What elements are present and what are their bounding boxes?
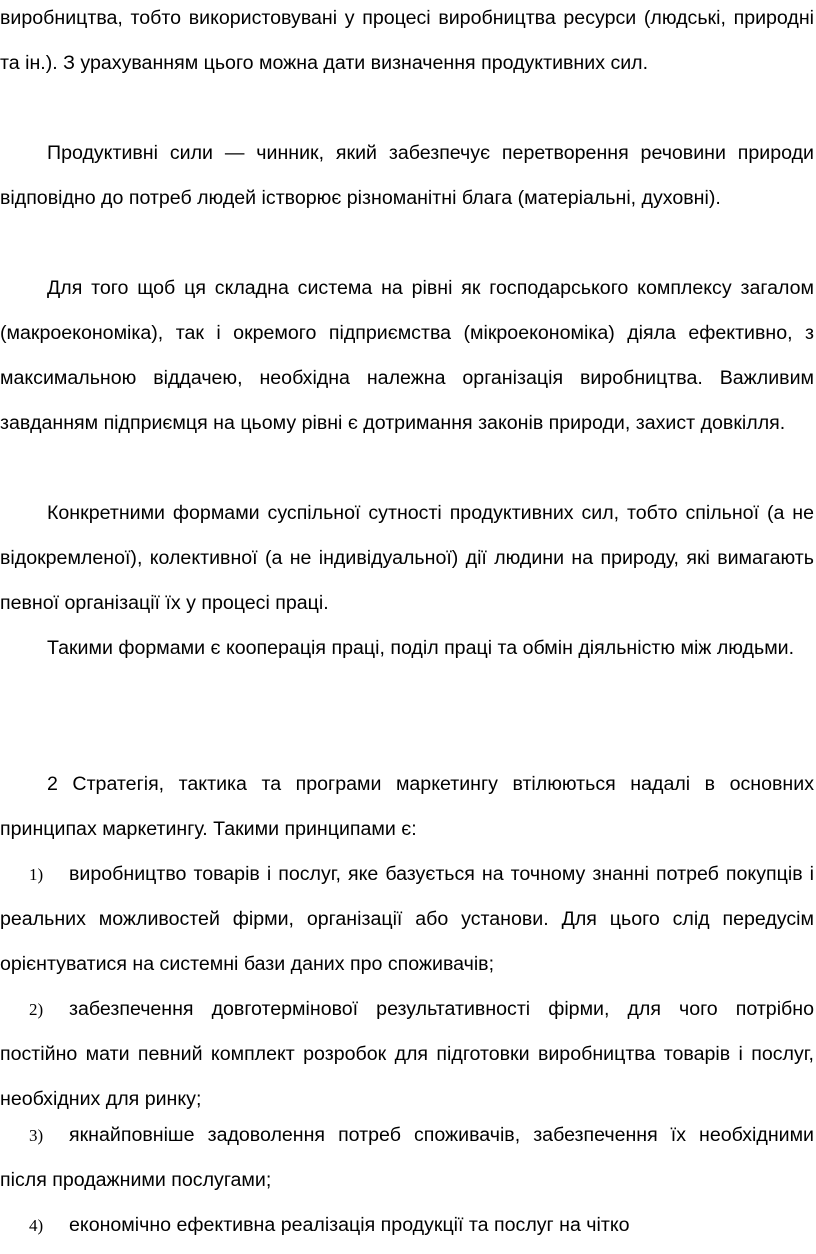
paragraph-marketing-principles-intro: 2 Стратегія, тактика та програми маркетингу втілюються надалі в основних принципах маркетингу. Такими принципами є:	[0, 773, 814, 840]
paragraph-continuation: виробництва, тобто використовувані у процесі виробництва ресурси (людські, природні та ін.). З урахуванням цього можна дати визначення продуктивних сил.	[0, 7, 814, 74]
list-item-text: економічно ефективна реалізація продукції та послуг на чітко	[69, 1214, 630, 1236]
list-item-number: 2)	[29, 1000, 44, 1019]
list-item	[0, 1113, 814, 1203]
paragraph-forms-of-labor: Такими формами є кооперація праці, поділ праці та обмін діяльністю між людьми.	[47, 637, 795, 659]
list-item-number: 4)	[29, 1216, 44, 1235]
list-item-number: 3)	[29, 1126, 44, 1145]
list-item	[0, 852, 814, 987]
list-item-text: виробництво товарів і послуг, яке базується на точному знанні потреб покупців і реальних можливостей фірми, організації або установи. Для цього слід передусім орієнтуватися на системні бази даних про споживачів;	[0, 863, 814, 975]
paragraph-productive-forces-definition: Продуктивні сили — чинник, який забезпечує перетворення речовини природи відповідно до потреб людей іcтворює різноманітні блага (матеріальні, духовні).	[0, 142, 814, 209]
list-item	[0, 1203, 814, 1248]
list-item-text: забезпечення довготермінової результативності фірми, для чого потрібно постійно мати певний комплект розробок для підготовки виробництва товарів і послуг, необхідних для ринку;	[0, 998, 814, 1110]
list-item	[0, 987, 814, 1122]
list-item-text: якнайповніше задоволення потреб споживачів, забезпечення їх необхідними після продажними послугами;	[0, 1124, 814, 1191]
paragraph-social-forms: Конкретними формами суспільної сутності продуктивних сил, тобто спільної (а не відокремленої), колективної (а не індивідуальної) дії людини на природу, які вимагають певної організації їх у процесі праці.	[0, 502, 814, 614]
list-item-number: 1)	[29, 865, 44, 884]
paragraph-production-organization: Для того щоб ця складна система на рівні як господарського комплексу загалом (макроекономіка), так і окремого підприємства (мікроекономіка) діяла ефективно, з максимальною віддачею, необхідна належна організація виробництва. Важливим завданням підприємця на цьому рівні є дотримання законів природи, захист довкілля.	[0, 277, 814, 434]
